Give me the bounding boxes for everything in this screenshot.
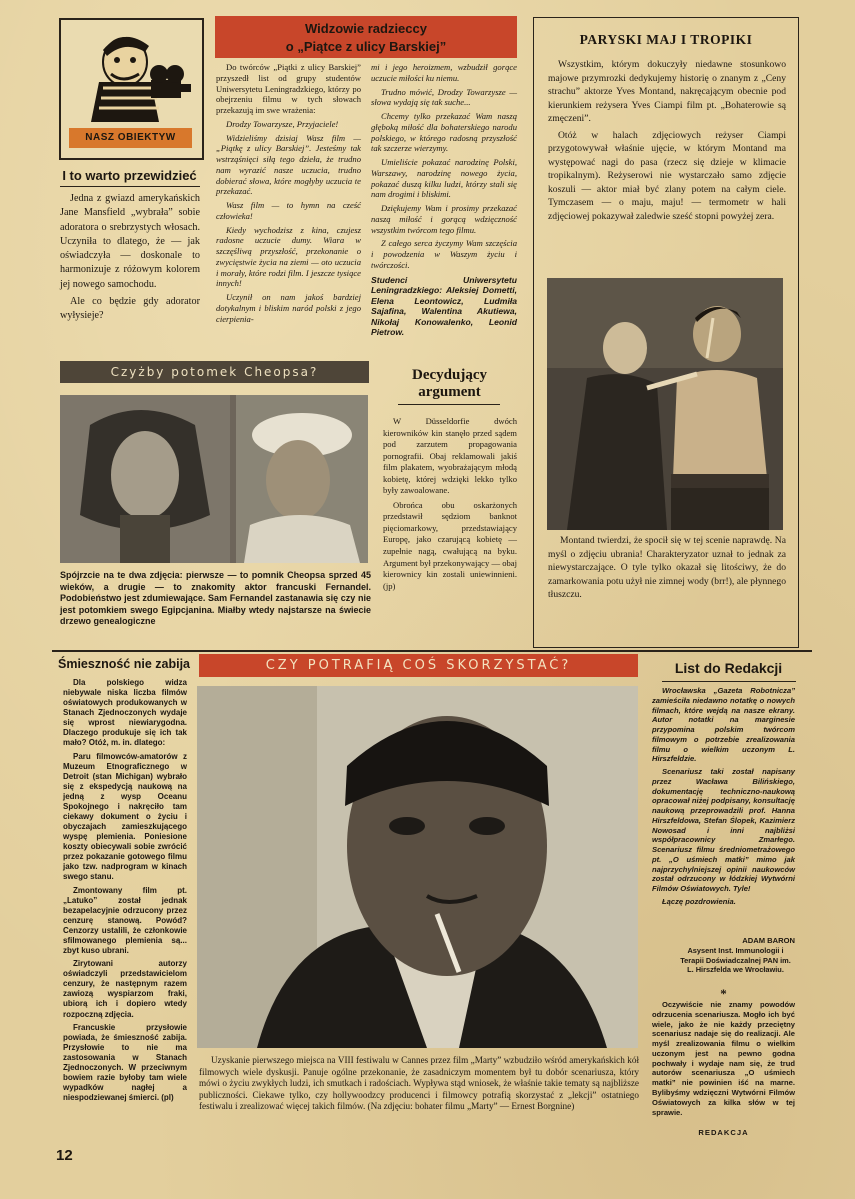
list-reply: Oczywiście nie znamy powodów odrzucenia scenariusza. Mogło ich być wiele, jako że nie każdy przeciętny scenariusz nadaje się do realizacji. Ale myśl zrealizowania filmu o wielkim uczonym jest na pewno godna pochwały i wydaje nam się, że trud autorów scenariusza „O uśmiech matki” nie powinien iść na marne. Bylibyśmy wdzięczni Wytwórni Filmów Oświatowych za kilka słów w tej sprawie. bbox=[652, 1000, 795, 1117]
students-paragraph: Wasz film — to hymn na cześć człowieka! bbox=[216, 200, 361, 221]
list-title: List do Redakcji bbox=[674, 660, 783, 676]
paris-body bbox=[548, 58, 786, 226]
list-title-rule bbox=[662, 681, 796, 682]
students-paragraph: Z całego serca życzymy Wam szczęścia i powodzenia w Waszym życiu i twórczości. bbox=[371, 238, 517, 270]
skorzystac-title-bar: CZY POTRAFIĄ COŚ SKORZYSTAĆ? bbox=[199, 654, 638, 677]
montand-photo bbox=[547, 278, 783, 530]
smieszne-paragraph: Zmontowany film pt. „Latuko” został jednak bezapelacyjnie odrzucony przez cenzurę stanową. Powód? Cenzorzy ustalili, że członkowie sfilmowanego plemienia są... zbyt kuso ubrani. bbox=[63, 885, 187, 956]
argument-body bbox=[383, 416, 517, 595]
paris-title: PARYSKI MAJ I TROPIKI bbox=[579, 32, 753, 47]
paris-paragraph: Otóż w halach zdjęciowych reżyser Ciampi przygotowywał właśnie ujęcie, w którym Montand ma występować nagi do pasa (rzecz się dzieje w klimacie tropikalnym). Reżyserowi nie wystarczało samo zdjęcie koszuli — aktor miał być zlany potem na całym ciele. Tymczasem — o maju, maju! — termometr w hali zdjęciowej pokazywał zaledwie sześć stopni powyżej zera. bbox=[548, 129, 786, 222]
list-paragraph: Scenariusz taki został napisany przez Wacława Bilińskiego, dokumentację techniczno-naukową opracował niżej podpisany, konsultację naukową przeprowadzili prof. Hanna Hirszfeldowa, Stefan Ślopek, Kazimierz Nowosad i inni najbliżsi współpracownicy Zmarłego. Scenariusz filmu średniometrażowego pt. „O uśmiech matki” mimo jak najprzychylniejszej opinii naukowców został odrzucony w łódzkiej Wytwórni Filmów Oświatowych. Tyle! bbox=[652, 767, 795, 893]
skorzystac-caption: Uzyskanie pierwszego miejsca na VIII festiwalu w Cannes przez film „Marty” wzbudziło wśród amerykańskich kół filmowych wiele dyskusji. Panuje ogólne przekonanie, że zasadniczym momentem był tu dobór scenariusza, który mówi o życiu zwykłych ludzi, ich smutkach i radościach. Wypływa stąd wniosek, że właśnie takie tematy są najbliższe publiczności. Ciekawe tylko, czy hollywoodzcy producenci i filmowcy potrafią skorzystać z „lekcji” ostatniego festiwalu i zrealizować więcej takich filmów. (Na zdjęciu: bohater filmu „Marty” — Ernest Borgnine) bbox=[199, 1055, 639, 1111]
students-paragraph: Uczynił on nam jakoś bardziej dotykalnym i bliskim naród polski z jego cierpienia- bbox=[216, 292, 361, 324]
students-paragraph: Chcemy tylko przekazać Wam naszą głęboką miłość dla bohaterskiego narodu polskiego, w którego radosną przyszłość tak szczerze wierzymy. bbox=[371, 111, 517, 154]
mansfield-title: I to warto przewidzieć bbox=[62, 168, 197, 183]
students-paragraph: Dziękujemy Wam i prosimy przekazać naszą miłość i gorącą wdzięczność wszystkim twórcom tego filmu. bbox=[371, 203, 517, 235]
paris-box bbox=[533, 17, 799, 648]
list-paragraph: Wrocławska „Gazeta Robotnicza” zamieściła niedawno notatkę o nowych filmach, które wejdą na nasze ekrany. Autor notatki na marginesie przypomina polskim twórcom filmowym o potrzebie zrealizowania filmu o wielkim uczonym L. Hirszfeldzie. bbox=[652, 686, 795, 764]
borgnine-photo bbox=[197, 686, 638, 1048]
cheops-title-bar: Czyżby potomek Cheopsa? bbox=[60, 361, 369, 383]
argument-paragraph: Obrońca obu oskarżonych przedstawił sędziom banknot pięciomarkowy, przedstawiający Europę, jako czarującą kobietę — zupełnie nagą, cwałującą na byku. Argument był przekonywający — obaj kierownicy kin zostali uniewinnieni. (jp) bbox=[383, 499, 517, 591]
smieszne-title: Śmieszność nie zabija bbox=[58, 657, 190, 671]
borgnine-photo-image bbox=[197, 686, 638, 1048]
students-col-a bbox=[216, 62, 361, 327]
smieszne-paragraph: Dla polskiego widza niebywale niska liczba filmów oświatowych produkowanych w Stanach Zjednoczonych wydaje się wprost niewiarygodna. Dlaczego produkuje się ich tak mało? Otóż, m. in. dlatego: bbox=[63, 678, 187, 748]
paris-paragraph: Wszystkim, którym dokuczyły niedawne stosunkowo majowe przymrozki dedykujemy historię o znanym z „Ceny strachu” aktorze Yves Montand, nakręcającym obecnie pod kierunkiem reżysera Yves Ciampi film pt. „Bohaterowie są zmęczeni”. bbox=[548, 59, 786, 124]
argument-title-rule bbox=[398, 404, 500, 405]
list-paragraph: Łączę pozdrowienia. bbox=[662, 896, 736, 906]
students-paragraph: mi i jego heroizmem, wzbudził gorące uczucie miłości ku niemu. bbox=[371, 62, 517, 83]
list-body bbox=[652, 686, 795, 910]
section-divider bbox=[52, 650, 812, 652]
list-reply-sign: REDAKCJA bbox=[698, 1128, 749, 1137]
mansfield-body bbox=[60, 192, 200, 327]
smieszne-paragraph: Francuskie przysłowie powiada, że śmieszność zabija. Przysłowie to nie ma zastosowania w Stanach Zjednoczonych. W przeciwnym bowiem razie byłoby tam wiele wypadków nagłej a niespodziewanej śmierci. (pl) bbox=[63, 1022, 187, 1103]
argument-title-line2: argument bbox=[418, 384, 481, 400]
students-paragraph: Widzieliśmy dzisiaj Wasz film — „Piątkę z ulicy Barskiej”. Jesteśmy tak wstrząśnięci siłą tego dzieła, że trudno nam wyrazić nasze uczucia, trudno dobierać słowa, które mogłyby uczucia te przekazać. bbox=[216, 132, 361, 197]
page-number: 12 bbox=[56, 1147, 73, 1164]
sphinx-and-fernandel-image bbox=[60, 395, 368, 563]
students-title-line2: o „Piątce z ulicy Barskiej” bbox=[285, 39, 447, 54]
students-paragraph: Kiedy wychodzisz z kina, czujesz radosne uczucie dumy. Wiara w szczęśliwą przyszłość, przekonanie o zwycięstwie życia na ziemi — oto uczucia i morały, które rodzi film. I jeszcze tysiące innych! bbox=[216, 224, 361, 289]
argument-title-line1: Decydujący bbox=[412, 367, 487, 383]
students-title-line1: Widzowie radzieccy bbox=[305, 21, 427, 36]
smieszne-paragraph: Paru filmowców-amatorów z Muzeum Etnograficznego w Detroit (stan Michigan) wybrało się z ekspedycją naukową na jedną z wysp Oceanu Spokojnego i nakręciło tam ciekawy dokument o życiu i obyczajach zamieszkującego wyspę plemienia. Poniesione koszty obiecywali sobie zwrócić przez pokazanie gotowego filmu jako tzw. nadprogram w kinach swego stanu. bbox=[63, 751, 187, 882]
list-signature-sub: Asysent Inst. Immunologii i Terapii Doświadczalnej PAN im. L. Hirszfelda we Wrocławiu. bbox=[680, 946, 791, 975]
montand-photo-image bbox=[547, 278, 783, 530]
students-paragraph: Drodzy Towarzysze, Przyjaciele! bbox=[226, 118, 339, 129]
cheops-caption: Spójrzcie na te dwa zdjęcia: pierwsze — to pomnik Cheopsa sprzed 45 wieków, a drugie — to znakomity aktor francuski Fernandel. Podobieństwo jest zdumiewające. Sam Fernandel zastanawia się czy nie jest potomkiem swego Egipcjanina. Miałby wtedy najstarsze na świecie drzewo genealogiczne bbox=[60, 570, 371, 626]
cameraman-cartoon-icon bbox=[63, 22, 200, 127]
mansfield-paragraph: Jedna z gwiazd amerykańskich Jane Mansfield „wybrała” sobie adoratora o srebrzystych włosach. Uczyniła to dlatego, że — jak oświadczyła — doskonale to harmonizuje z różowym kolorem jej nowego samochodu. bbox=[60, 193, 200, 290]
students-paragraph: Do twórców „Piątki z ulicy Barskiej” przyszedł list od grupy studentów Uniwersytetu Leningradzkiego, którzy po obejrzeniu filmu w tych słowach przekazują im swe wrażenia: bbox=[216, 62, 361, 115]
logo-box bbox=[59, 18, 204, 160]
students-title-box bbox=[215, 16, 517, 58]
smieszne-paragraph: Zirytowani autorzy oświadczyli przedstawicielom cenzury, że następnym razem zawiozą wyspiarzom fraki, ubiorą ich i dopiero wtedy rozpoczną zdjęcia. bbox=[63, 959, 187, 1019]
list-star: * bbox=[720, 986, 727, 1001]
smieszne-body bbox=[63, 678, 187, 1106]
students-paragraph: Trudno mówić, Drodzy Towarzysze — słowa wydają się tak suche... bbox=[371, 86, 517, 108]
students-signers: Studenci Uniwersytetu Leningradzkiego: Aleksiej Dometti, Elena Leontowicz, Ludmiła Sajafina, Walentina Akutiewa, Nikołaj Konowalenko, Leonid Pietrow. bbox=[371, 274, 517, 338]
students-col-b bbox=[371, 62, 517, 341]
argument-paragraph: W Düsseldorfie dwóch kierowników kin stanęło przed sądem pod zarzutem propagowania pornografii. Obaj reklamowali jakiś film plakatem, wyobrażającym młodą kobietę, której wdzięki lekko tylko były zawoalowane. bbox=[383, 416, 517, 496]
list-signature: ADAM BARON bbox=[742, 936, 795, 945]
mansfield-title-rule bbox=[60, 186, 200, 187]
mansfield-paragraph: Ale co będzie gdy adorator wyłysieje? bbox=[60, 296, 200, 322]
cheops-photo bbox=[60, 395, 368, 563]
paris-caption: Montand twierdzi, że spocił się w tej scenie naprawdę. Na myśl o zdjęciu ubrania! Charakteryzator uznał to jednak za niewystarczające. O tyle tylko okazał się litościwy, że do zamarkowania potu użył nie zimnej wody (brr!), ale płynnego tłuszczu. bbox=[548, 535, 786, 601]
logo-label: NASZ OBIEKTYW bbox=[69, 128, 192, 148]
students-paragraph: Umieliście pokazać narodzinę Polski, Warszawy, narodzinę nowego życia, pokazać duszą kilku ludzi, którzy stali się nam drogimi i bliskimi. bbox=[371, 157, 517, 200]
